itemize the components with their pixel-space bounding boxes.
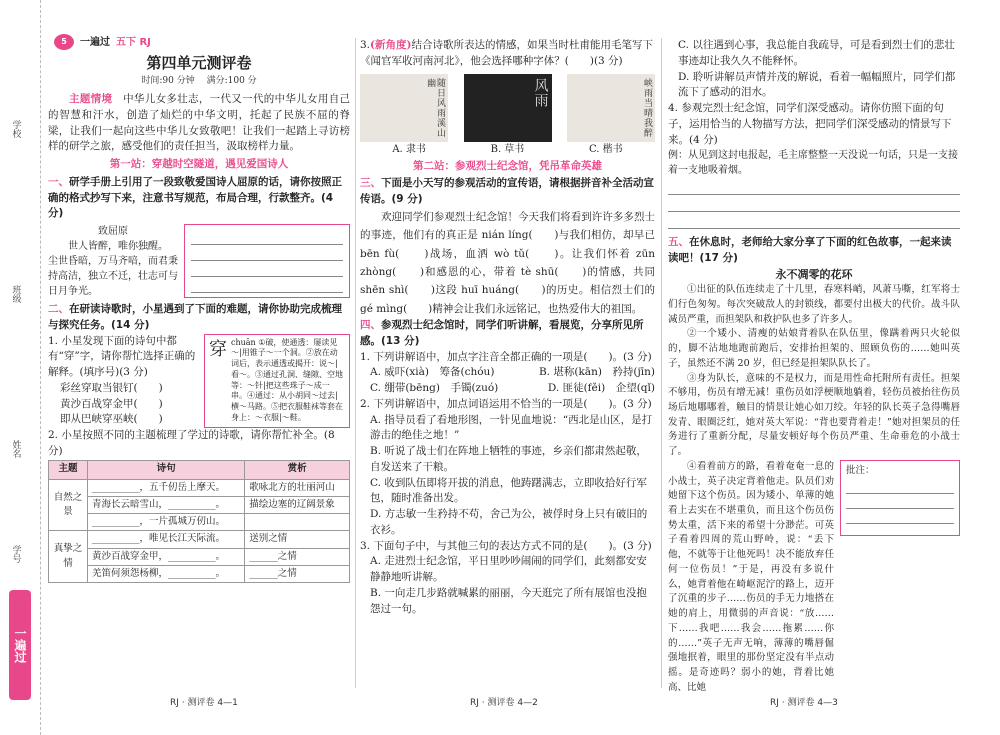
poem-cell[interactable]: 青海长云暗雪山，__________。 [88, 496, 245, 513]
class-label: 班级 [10, 285, 21, 303]
intro-paragraph [48, 92, 350, 155]
story-paragraph: ①出征的队伍连续走了十几里，春寒料峭，风萧马嘶，红军将士们行色匆匆。每次突破敌人的封锁线，都要付出极大的代价。战斗队减员严重，而担架队和救护队也多了许多人。 [668, 284, 960, 325]
annotation-box[interactable] [840, 460, 960, 536]
poem-block [48, 224, 350, 299]
answer-line[interactable] [668, 195, 960, 212]
answer-line[interactable] [668, 178, 960, 195]
question-5: 五、在休息时，老师给大家分享了下面的红色故事，一起来读读吧！(17 分) [668, 236, 952, 264]
option-a[interactable]: A. 威吓(xià) 筹备(chóu) [370, 366, 495, 379]
q4-4-stem: 4. 参观完烈士纪念馆，同学们深受感动。请你仿照下面的句子，运用恰当的人物描写方法，把同学们深受感动的情景写下来。(4 分) [668, 102, 952, 146]
question-4: 四、参观烈士纪念馆时，同学们听讲解，看展览，分享所见所感。(13 分) [360, 319, 644, 347]
poem-line: 尘世昏暗，万马齐喑，而君秉持高洁，独立不迁，壮志可与日月争光。 [48, 256, 178, 297]
calligraphy-image-b: 风雨 [464, 74, 552, 142]
full-score: 满分:100 分 [206, 75, 257, 86]
q4-1-stem: 1. 下列讲解语中，加点字注音全都正确的一项是( )。(3 分) [360, 350, 652, 363]
question-2-1 [48, 334, 350, 429]
column-divider [661, 38, 662, 688]
q2-1-item[interactable]: 彩丝穿取当银钉( ) [60, 381, 163, 394]
poem-cell[interactable]: __________，唯见长江天际流。 [88, 531, 245, 548]
poem-cell[interactable]: __________，五千仞岳上摩天。 [88, 479, 245, 496]
answer-line[interactable] [668, 212, 960, 229]
note-cell: 送别之情 [245, 531, 350, 548]
option-b[interactable]: B. 堪称(kān) 矜持(jīn) [538, 366, 655, 379]
story-body [668, 283, 960, 693]
note-cell[interactable]: ______之情 [245, 548, 350, 565]
question-1: 一、研学手册上引用了一段致敬爱国诗人屈原的话，请你按照正确的格式抄写下来，注意书写规范，布局合理，行款整齐。(4 分) [48, 175, 342, 220]
theme-cell: 真挚之情 [49, 531, 88, 583]
annotation-label: 批注： [846, 464, 875, 476]
poem-cell[interactable]: 黄沙百战穿金甲，__________。 [88, 548, 245, 565]
dict-pinyin: chuān [231, 337, 256, 347]
option-b[interactable]: B. 听说了战士们在阵地上牺牲的事迹，乡亲们都肃然起敬，自发送来了干粮。 [370, 445, 647, 473]
story-annotated-section [668, 460, 960, 693]
table-header: 诗句 [88, 460, 245, 479]
option-a[interactable]: A. 走进烈士纪念馆，平日里吵吵闹闹的同学们，此刻都安安静静地听讲解。 [370, 555, 647, 583]
calligraphy-options [360, 142, 655, 157]
stage-1-heading: 第一站：穿越时空隧道，遇见爱国诗人 [109, 158, 289, 170]
q2-1-item[interactable]: 即从巴峡穿巫峡( ) [60, 413, 163, 426]
poem-title: 致屈原 [98, 226, 128, 237]
column-3 [668, 38, 960, 693]
page-title: 第四单元测评卷 [146, 54, 252, 72]
column-2 [360, 38, 655, 617]
name-label: 姓名 [10, 440, 21, 458]
option-d[interactable]: D. 聆听讲解员声情并茂的解说，看着一幅幅照片，同学们都流下了感动的泪水。 [678, 70, 956, 99]
header-brand: 一遍过 [80, 36, 110, 48]
table-header: 主题 [49, 460, 88, 479]
option-d[interactable]: D. 方志敏一生矜持不苟，舍己为公，被俘时身上只有破旧的衣衫。 [370, 508, 648, 536]
calligraphy-image-a: 随日风雨溪山幽 [360, 74, 448, 142]
table-row [49, 531, 350, 548]
poem-text [48, 224, 178, 299]
exam-meta [48, 75, 350, 89]
q2-1-stem: 1. 小星发现下面的诗句中都有“穿”字，请你帮忙选择正确的解释。(填序号)(3 分) [48, 334, 196, 378]
footer-page-3: RJ · 测评卷 4—3 [770, 698, 838, 708]
story-paragraph: ②一个矮小、清瘦的姑娘背着队在队伍里，像蹒着两只火轮似的，脚不沾地地跑前跑后，安排抬担架的、照顾负伤的……她叫英子，虽然还不满 20 岁，但已经是担架队队长了。 [668, 328, 960, 369]
dictionary-box [204, 334, 350, 429]
side-brand-logo: 一遍过 [9, 590, 31, 700]
table-row [49, 514, 350, 531]
option-b[interactable]: B. 一向走几步路就喊累的丽丽，今天逛完了所有展馆也没抱怨过一句。 [370, 586, 647, 615]
q3-passage[interactable]: 欢迎同学们参观烈士纪念馆！今天我们将看到许许多多烈士的事迹，他们有的真正是 nián líng( )与我们相仿，却早已 bēn fù( )战场，血洒 wò tǔ( )。让我们怀着 zūn zhòng( )和感恩的心，带着 tè shū( )的情感，共同 shēn shì( )这段 huī huáng( )的历史。相信烈士们的 gé mìng( )精神会让我们永远铭记，也热爱伟大的祖国。 [360, 210, 655, 315]
school-label: 学校 [10, 120, 21, 138]
table-header: 赏析 [245, 460, 350, 479]
poem-cell[interactable]: 羌笛何须怨杨柳，__________。 [88, 565, 245, 582]
binding-margin [0, 0, 41, 735]
option-c[interactable]: C. 绷带(bēng) 手镯(zuó) [370, 382, 499, 394]
note-cell[interactable]: ______之情 [245, 565, 350, 582]
copy-writing-area[interactable] [184, 224, 350, 298]
id-label: 学号 [10, 545, 21, 563]
q4-2-stem: 2. 下列讲解语中，加点词语运用不恰当的一项是( )。(3 分) [360, 397, 652, 410]
poem-theme-table [48, 460, 350, 584]
table-row [49, 479, 350, 496]
story-title: 永不凋零的花环 [775, 267, 853, 281]
q2-2-stem: 2. 小星按照不同的主题梳理了学过的诗歌，请你帮忙补全。(8 分) [48, 429, 335, 457]
option-c[interactable]: C. 以往遇到心事，我总能自我疏导，可是看到烈士们的悲壮事迹却让我久久不能释怀。 [678, 39, 955, 67]
column-divider [355, 38, 356, 688]
calligraphy-image-c: 峡雨当晴我醉 [567, 74, 655, 142]
q4-4-example: 例：从见到这封电报起，毛主席整整一天没说一句话，只是一支接着一支地吸着烟。 [668, 150, 958, 177]
table-row [49, 565, 350, 582]
question-2-3: 3.(新角度)结合诗歌所表达的情感，如果当时杜甫能用毛笔写下《闻官军收河南河北》，他会选择哪种字体？( )(3 分) [360, 39, 653, 67]
table-row [49, 548, 350, 565]
badge-icon: 5 [54, 34, 74, 50]
option-c[interactable]: C. 楷书 [588, 143, 623, 155]
option-a[interactable]: A. 指导员看了看地形图，一针见血地说：“西北是山区，是打游击的绝佳之地！” [370, 413, 653, 442]
intro-label: 主题情境 [69, 93, 113, 105]
q4-3-stem: 3. 下面句子中，与其他三句的表达方式不同的是( )。(3 分) [360, 539, 652, 552]
calligraphy-images [360, 74, 655, 142]
option-b[interactable]: B. 草书 [490, 143, 525, 155]
note-cell: 描绘边塞的辽阔景象 [245, 496, 350, 513]
column-1 [48, 38, 350, 583]
story-paragraph: ③身为队长，意味的不是权力，而是用性命托附所有责任。担架不够用，伤员有增无减！重伤员如浮梗顺地躺着，轻伤员被抬往伤员场后地哪哪着，触目的情景让她心如刀绞。年轻的队长英子急得嘴唇发青、眼圈泛红，她对英大军说：“背也要背着走！”她对担架员的任务进行了重新分配，尽量安顿好每个伤员严重、生命垂危的小战士了。 [668, 372, 960, 458]
poem-cell[interactable]: __________，一片孤城万仞山。 [88, 514, 245, 531]
option-a[interactable]: A. 隶书 [392, 143, 426, 155]
q4-1-options [360, 381, 655, 397]
q2-1-item[interactable]: 黄沙百战穿金甲( ) [60, 397, 163, 410]
footer-page-2: RJ · 测评卷 4—2 [470, 698, 538, 708]
q4-1-options [360, 365, 655, 381]
story-paragraph: ④看着前方的路，看着奄奄一息的小战士，英子决定背着他走。队员们劝她留下这个伤员。因为矮小、单薄的她看上去实在不堪重负，而且这个伤员伤势太重，活下来的希望十分渺茫。可英子看着四周的荒山野岭，说：“丢下他，不就等于让他死吗！决不能放弃任何一位伤员！”于是，再没有多说什么，她背着他在崎岖泥泞的路上，迈开了沉重的步子……伤员的手无力地搭在她的肩上，用微弱的声音说：“放……下……我吧……我会……拖累……你的……”英子无声无响，薄薄的嘴唇倔强地抿着，眼里的那份坚定没有半点动摇。是奇迹吗？弱小的她，背着比她高、比她 [668, 460, 834, 693]
question-2: 二、在研读诗歌时，小星遇到了下面的难题，请你协助完成梳理与探究任务。(14 分) [48, 303, 342, 331]
table-row [49, 496, 350, 513]
time-limit: 时间:90 分钟 [141, 75, 195, 86]
note-cell: 歌咏北方的壮丽河山 [245, 479, 350, 496]
dict-text: ①破，使通透：屡读见～|用锥子～一个洞。②放在动词后，表示通透或揭开：说～|看～。③通过孔洞、缝隙、空地等：～针|把这些珠子～成一串。④通过：从小胡同～过去|横～马路。⑤把衣服鞋袜等套在身上：～衣服|～鞋。 [231, 337, 343, 423]
note-cell[interactable] [245, 514, 350, 531]
stage-2-heading: 第二站：参观烈士纪念馆，凭吊革命英雄 [413, 159, 602, 172]
option-d[interactable]: D. 匪徒(fěi) 企望(qǐ) [547, 382, 655, 394]
footer-page-1: RJ · 测评卷 4—1 [170, 698, 238, 708]
poem-line: 世人皆醉，唯你独醒。 [68, 241, 168, 252]
option-c[interactable]: C. 收到队伍即将开拔的消息，他踌躇满志，立即收拾好行军包，随时准备出发。 [370, 476, 647, 505]
question-3: 三、下面是小天写的参观活动的宣传语，请根据拼音补全活动宣传语。(9 分) [360, 177, 654, 205]
intro-text: 中华儿女多壮志，一代又一代的中华儿女用自己的智慧和汗水，创造了灿烂的中华文明，托起了民族不屈的脊梁，让我们一起向这些中华儿女致敬吧！让我们一起踏上寻访榜样的研学之旅，感受他们的责任担当，汲取榜样力量。 [48, 93, 351, 153]
header-grade: 五下 RJ [116, 36, 151, 48]
dict-char: 穿 [209, 338, 227, 360]
theme-cell: 自然之景 [49, 479, 88, 531]
